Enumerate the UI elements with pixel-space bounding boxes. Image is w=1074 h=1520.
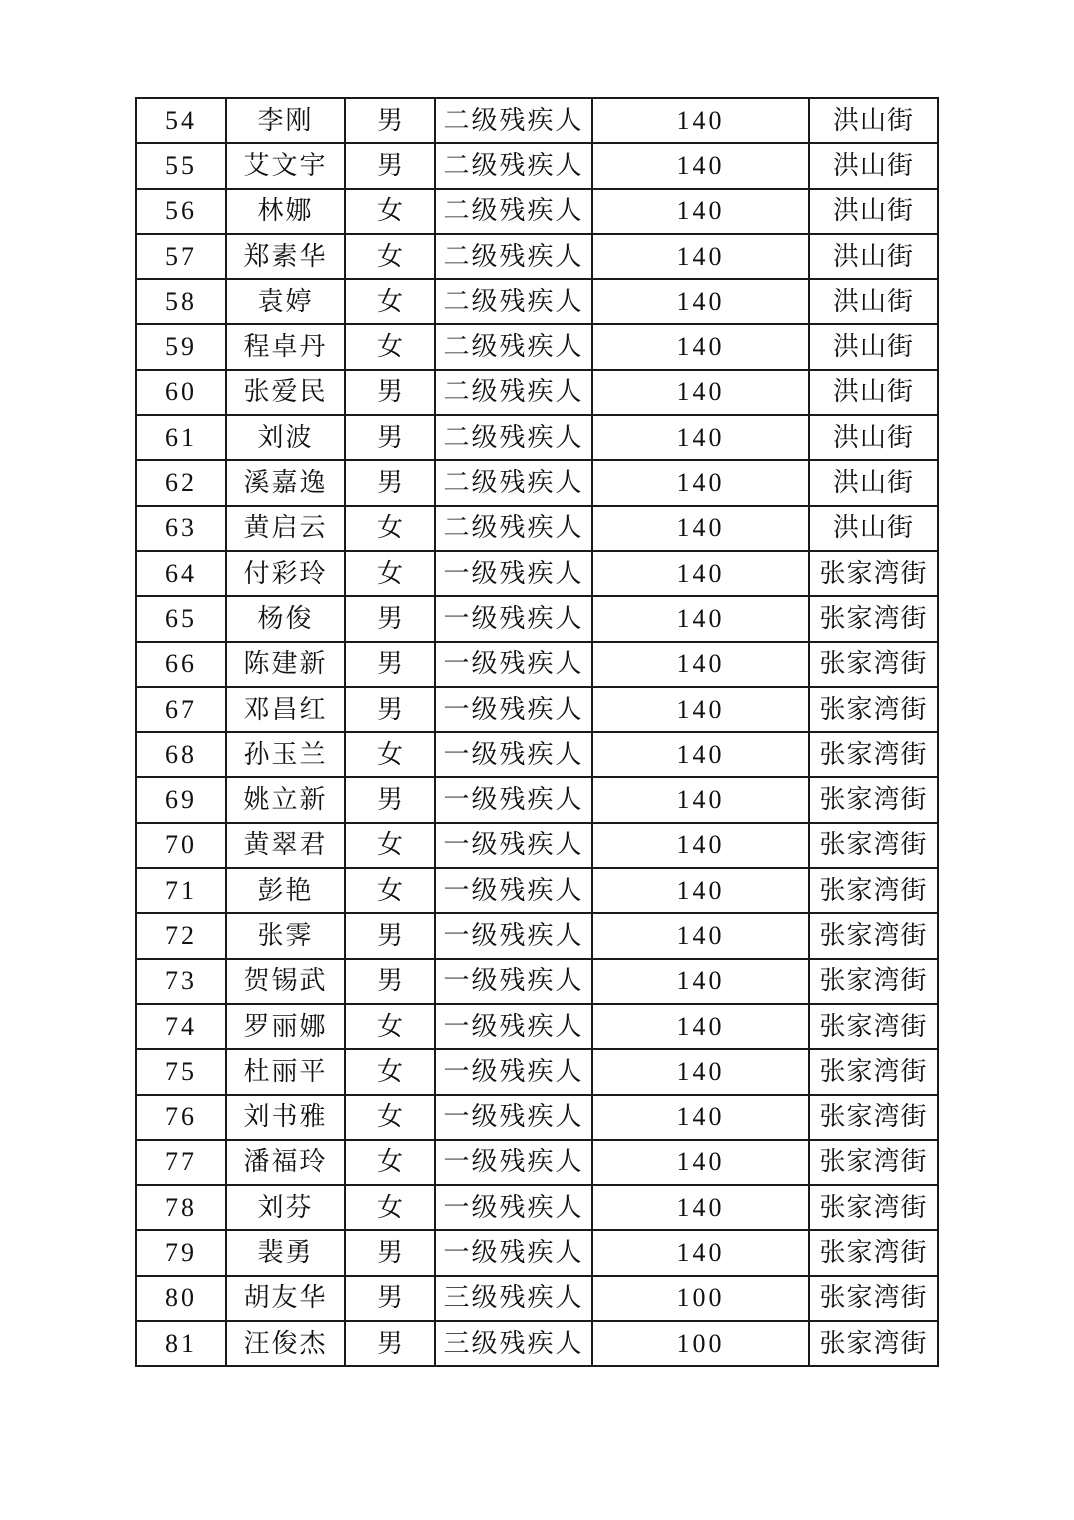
street-cell: 张家湾街 [809, 596, 938, 641]
row-number-cell: 75 [136, 1049, 226, 1094]
table-row [136, 370, 938, 415]
row-number-cell: 71 [136, 868, 226, 913]
table-row [136, 823, 938, 868]
amount-cell: 140 [592, 279, 809, 324]
name-cell: 彭艳 [226, 868, 345, 913]
row-number-cell: 60 [136, 370, 226, 415]
name-cell: 杨俊 [226, 596, 345, 641]
amount-cell: 140 [592, 777, 809, 822]
gender-cell: 男 [345, 415, 435, 460]
table-row [136, 1185, 938, 1230]
street-cell: 张家湾街 [809, 777, 938, 822]
row-number-cell: 66 [136, 642, 226, 687]
disability-level-cell: 三级残疾人 [435, 1321, 592, 1366]
row-number-cell: 76 [136, 1095, 226, 1140]
street-cell: 张家湾街 [809, 868, 938, 913]
name-cell: 胡友华 [226, 1276, 345, 1321]
street-cell: 张家湾街 [809, 1140, 938, 1185]
disability-level-cell: 一级残疾人 [435, 868, 592, 913]
gender-cell: 男 [345, 642, 435, 687]
table-row [136, 1276, 938, 1321]
name-cell: 张爱民 [226, 370, 345, 415]
gender-cell: 男 [345, 596, 435, 641]
table-row [136, 1230, 938, 1275]
name-cell: 李刚 [226, 98, 345, 143]
gender-cell: 女 [345, 551, 435, 596]
gender-cell: 女 [345, 868, 435, 913]
name-cell: 黄翠君 [226, 823, 345, 868]
name-cell: 裴勇 [226, 1230, 345, 1275]
name-cell: 罗丽娜 [226, 1004, 345, 1049]
gender-cell: 男 [345, 98, 435, 143]
gender-cell: 女 [345, 1140, 435, 1185]
amount-cell: 100 [592, 1276, 809, 1321]
disability-level-cell: 一级残疾人 [435, 1140, 592, 1185]
gender-cell: 男 [345, 1276, 435, 1321]
name-cell: 程卓丹 [226, 324, 345, 369]
gender-cell: 男 [345, 143, 435, 188]
disability-level-cell: 一级残疾人 [435, 551, 592, 596]
street-cell: 张家湾街 [809, 642, 938, 687]
gender-cell: 男 [345, 370, 435, 415]
amount-cell: 140 [592, 823, 809, 868]
amount-cell: 140 [592, 551, 809, 596]
disability-level-cell: 一级残疾人 [435, 1230, 592, 1275]
name-cell: 刘芬 [226, 1185, 345, 1230]
amount-cell: 140 [592, 324, 809, 369]
table-row [136, 596, 938, 641]
amount-cell: 140 [592, 1230, 809, 1275]
street-cell: 张家湾街 [809, 823, 938, 868]
disability-level-cell: 二级残疾人 [435, 324, 592, 369]
row-number-cell: 79 [136, 1230, 226, 1275]
row-number-cell: 80 [136, 1276, 226, 1321]
amount-cell: 140 [592, 1185, 809, 1230]
street-cell: 张家湾街 [809, 1049, 938, 1094]
gender-cell: 女 [345, 1004, 435, 1049]
name-cell: 姚立新 [226, 777, 345, 822]
disability-level-cell: 一级残疾人 [435, 1185, 592, 1230]
gender-cell: 女 [345, 1049, 435, 1094]
name-cell: 付彩玲 [226, 551, 345, 596]
amount-cell: 100 [592, 1321, 809, 1366]
table-row [136, 551, 938, 596]
table-row [136, 777, 938, 822]
table-row [136, 324, 938, 369]
amount-cell: 140 [592, 868, 809, 913]
row-number-cell: 67 [136, 687, 226, 732]
table-row [136, 1140, 938, 1185]
amount-cell: 140 [592, 1095, 809, 1140]
table-row [136, 506, 938, 551]
disability-level-cell: 一级残疾人 [435, 732, 592, 777]
name-cell: 陈建新 [226, 642, 345, 687]
name-cell: 林娜 [226, 189, 345, 234]
table-row [136, 732, 938, 777]
table-row [136, 460, 938, 505]
street-cell: 张家湾街 [809, 1276, 938, 1321]
street-cell: 张家湾街 [809, 1185, 938, 1230]
street-cell: 洪山街 [809, 324, 938, 369]
street-cell: 洪山街 [809, 506, 938, 551]
street-cell: 洪山街 [809, 415, 938, 460]
disability-level-cell: 一级残疾人 [435, 959, 592, 1004]
amount-cell: 140 [592, 98, 809, 143]
table-row [136, 868, 938, 913]
street-cell: 张家湾街 [809, 1230, 938, 1275]
street-cell: 洪山街 [809, 279, 938, 324]
row-number-cell: 73 [136, 959, 226, 1004]
amount-cell: 140 [592, 1004, 809, 1049]
row-number-cell: 78 [136, 1185, 226, 1230]
row-number-cell: 55 [136, 143, 226, 188]
row-number-cell: 74 [136, 1004, 226, 1049]
disability-level-cell: 一级残疾人 [435, 913, 592, 958]
name-cell: 潘福玲 [226, 1140, 345, 1185]
name-cell: 袁婷 [226, 279, 345, 324]
disability-level-cell: 二级残疾人 [435, 98, 592, 143]
name-cell: 汪俊杰 [226, 1321, 345, 1366]
amount-cell: 140 [592, 415, 809, 460]
gender-cell: 男 [345, 1321, 435, 1366]
row-number-cell: 77 [136, 1140, 226, 1185]
name-cell: 溪嘉逸 [226, 460, 345, 505]
disability-level-cell: 一级残疾人 [435, 1095, 592, 1140]
street-cell: 张家湾街 [809, 1004, 938, 1049]
row-number-cell: 59 [136, 324, 226, 369]
disability-level-cell: 三级残疾人 [435, 1276, 592, 1321]
name-cell: 刘书雅 [226, 1095, 345, 1140]
street-cell: 张家湾街 [809, 959, 938, 1004]
gender-cell: 男 [345, 687, 435, 732]
gender-cell: 女 [345, 1095, 435, 1140]
row-number-cell: 72 [136, 913, 226, 958]
gender-cell: 女 [345, 732, 435, 777]
name-cell: 刘波 [226, 415, 345, 460]
amount-cell: 140 [592, 687, 809, 732]
amount-cell: 140 [592, 506, 809, 551]
gender-cell: 女 [345, 324, 435, 369]
gender-cell: 男 [345, 777, 435, 822]
amount-cell: 140 [592, 959, 809, 1004]
table-row [136, 913, 938, 958]
amount-cell: 140 [592, 1140, 809, 1185]
table-row [136, 98, 938, 143]
table-row [136, 687, 938, 732]
street-cell: 洪山街 [809, 189, 938, 234]
row-number-cell: 62 [136, 460, 226, 505]
gender-cell: 男 [345, 460, 435, 505]
disability-level-cell: 二级残疾人 [435, 143, 592, 188]
row-number-cell: 54 [136, 98, 226, 143]
table-row [136, 642, 938, 687]
row-number-cell: 61 [136, 415, 226, 460]
gender-cell: 男 [345, 959, 435, 1004]
row-number-cell: 68 [136, 732, 226, 777]
table-row [136, 1049, 938, 1094]
table-row [136, 234, 938, 279]
row-number-cell: 81 [136, 1321, 226, 1366]
name-cell: 张霁 [226, 913, 345, 958]
gender-cell: 女 [345, 189, 435, 234]
amount-cell: 140 [592, 143, 809, 188]
table-row [136, 1095, 938, 1140]
name-cell: 邓昌红 [226, 687, 345, 732]
disability-level-cell: 一级残疾人 [435, 777, 592, 822]
row-number-cell: 69 [136, 777, 226, 822]
name-cell: 郑素华 [226, 234, 345, 279]
disability-level-cell: 一级残疾人 [435, 642, 592, 687]
table-row [136, 959, 938, 1004]
row-number-cell: 70 [136, 823, 226, 868]
amount-cell: 140 [592, 460, 809, 505]
name-cell: 杜丽平 [226, 1049, 345, 1094]
gender-cell: 女 [345, 506, 435, 551]
street-cell: 张家湾街 [809, 1321, 938, 1366]
street-cell: 洪山街 [809, 234, 938, 279]
table-row [136, 1321, 938, 1366]
street-cell: 洪山街 [809, 143, 938, 188]
street-cell: 张家湾街 [809, 687, 938, 732]
disability-level-cell: 一级残疾人 [435, 596, 592, 641]
row-number-cell: 63 [136, 506, 226, 551]
street-cell: 洪山街 [809, 370, 938, 415]
gender-cell: 男 [345, 913, 435, 958]
amount-cell: 140 [592, 1049, 809, 1094]
row-number-cell: 65 [136, 596, 226, 641]
row-number-cell: 56 [136, 189, 226, 234]
disability-level-cell: 二级残疾人 [435, 189, 592, 234]
row-number-cell: 57 [136, 234, 226, 279]
amount-cell: 140 [592, 732, 809, 777]
disability-level-cell: 一级残疾人 [435, 687, 592, 732]
street-cell: 洪山街 [809, 460, 938, 505]
table-body [136, 98, 938, 1366]
street-cell: 洪山街 [809, 98, 938, 143]
amount-cell: 140 [592, 642, 809, 687]
amount-cell: 140 [592, 234, 809, 279]
street-cell: 张家湾街 [809, 913, 938, 958]
disability-level-cell: 二级残疾人 [435, 415, 592, 460]
name-cell: 黄启云 [226, 506, 345, 551]
disability-level-cell: 一级残疾人 [435, 823, 592, 868]
gender-cell: 男 [345, 1230, 435, 1275]
amount-cell: 140 [592, 189, 809, 234]
disability-level-cell: 二级残疾人 [435, 370, 592, 415]
disability-level-cell: 一级残疾人 [435, 1049, 592, 1094]
row-number-cell: 58 [136, 279, 226, 324]
disability-level-cell: 二级残疾人 [435, 234, 592, 279]
disability-level-cell: 一级残疾人 [435, 1004, 592, 1049]
name-cell: 贺锡武 [226, 959, 345, 1004]
disability-level-cell: 二级残疾人 [435, 460, 592, 505]
table-row [136, 279, 938, 324]
amount-cell: 140 [592, 370, 809, 415]
disability-level-cell: 二级残疾人 [435, 506, 592, 551]
street-cell: 张家湾街 [809, 1095, 938, 1140]
gender-cell: 女 [345, 1185, 435, 1230]
street-cell: 张家湾街 [809, 732, 938, 777]
table-row [136, 415, 938, 460]
amount-cell: 140 [592, 596, 809, 641]
street-cell: 张家湾街 [809, 551, 938, 596]
gender-cell: 女 [345, 823, 435, 868]
name-cell: 艾文宇 [226, 143, 345, 188]
gender-cell: 女 [345, 279, 435, 324]
table-row [136, 1004, 938, 1049]
amount-cell: 140 [592, 913, 809, 958]
row-number-cell: 64 [136, 551, 226, 596]
name-cell: 孙玉兰 [226, 732, 345, 777]
table-row [136, 143, 938, 188]
gender-cell: 女 [345, 234, 435, 279]
disability-level-cell: 二级残疾人 [435, 279, 592, 324]
beneficiary-table [135, 97, 939, 1367]
table-row [136, 189, 938, 234]
